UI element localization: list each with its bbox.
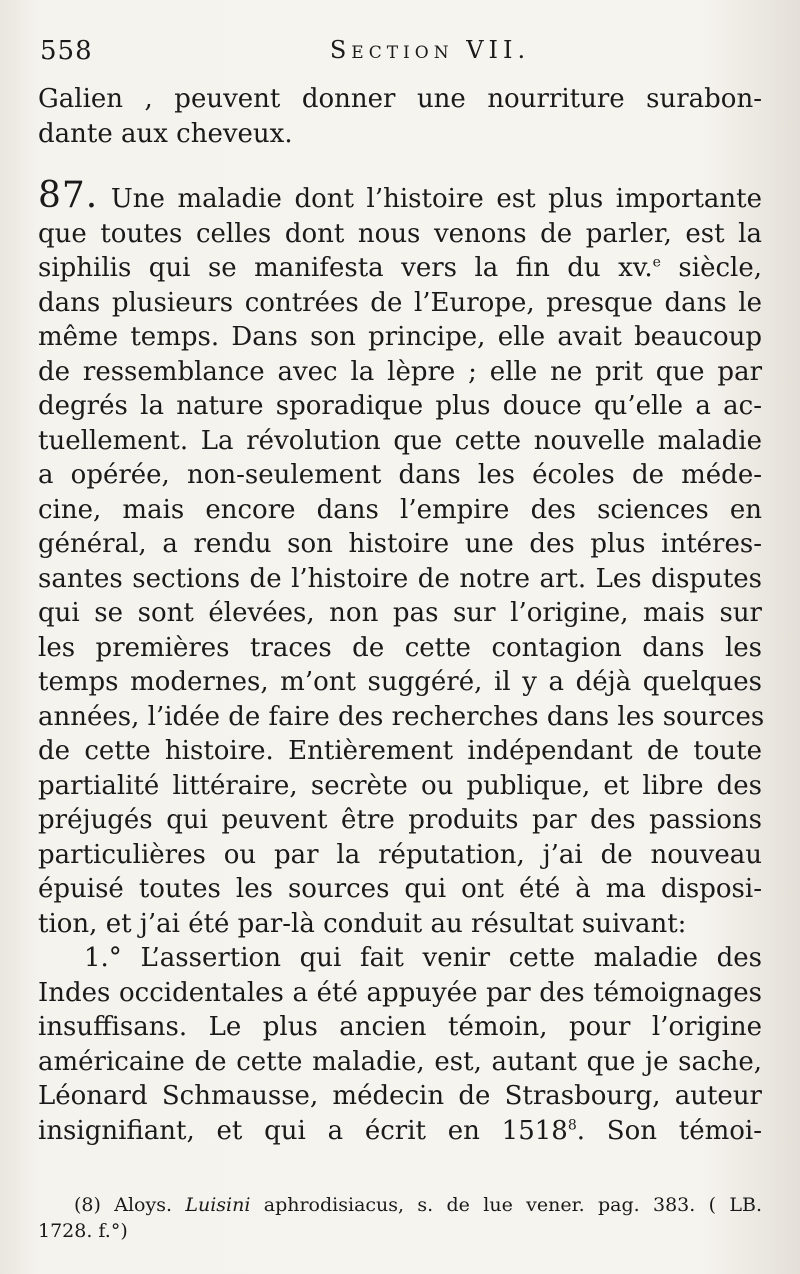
- footnote-line: 1728. f.°): [38, 1220, 128, 1242]
- footnote-author: Luisini: [185, 1194, 251, 1216]
- text-line: de cette histoire. Entièrement indépendant de toute: [38, 736, 762, 766]
- text-segment: insignifiant, et qui a écrit en 1518: [38, 1115, 568, 1146]
- text-line: général, a rendu son histoire une des plus intéres-: [38, 529, 762, 559]
- item-number: 1.°: [84, 943, 122, 973]
- paragraph-number: 87.: [38, 175, 99, 216]
- text-line: Indes occidentales a été appuyée par des témoignages: [38, 977, 762, 1008]
- text-line: insuffisans. Le plus ancien témoin, pour l’origine: [38, 1012, 762, 1042]
- footnote-reference: 8: [567, 1116, 577, 1133]
- body-text: [38, 82, 765, 1148]
- text-line: dante aux cheveux.: [38, 118, 293, 149]
- text-line: santes sections de l’histoire de notre art. Les disputes: [38, 563, 762, 594]
- text-segment: aphrodisiacus, s. de lue vener. pag. 383. ( LB.: [250, 1194, 762, 1216]
- text-line: degrés la nature sporadique plus douce qu’elle a ac-: [38, 391, 762, 421]
- text-segment: L’assertion qui fait venir cette maladie des: [140, 943, 762, 973]
- text-line: dans plusieurs contrées de l’Europe, presque dans le: [38, 287, 762, 318]
- text-line: [38, 941, 762, 976]
- text-line: [38, 1114, 762, 1149]
- text-line: tuellement. La révolution que cette nouvelle maladie: [38, 425, 762, 456]
- text-line: [38, 175, 763, 217]
- superscript: e: [652, 254, 661, 271]
- text-line: [38, 251, 762, 286]
- running-head: Section VII.: [329, 36, 531, 64]
- page-header: [40, 32, 760, 72]
- text-line: qui se sont élevées, non pas sur l’origine, mais sur: [38, 598, 762, 628]
- text-segment: Une maladie dont l’histoire est plus importante: [110, 184, 763, 214]
- text-line: même temps. Dans son principe, elle avait beaucoup: [38, 322, 762, 352]
- text-line: tion, et j’ai été par-là conduit au résultat suivant:: [38, 908, 687, 939]
- text-line: préjugés qui peuvent être produits par des passions: [38, 805, 762, 835]
- text-line: cine, mais encore dans l’empire des sciences en: [38, 494, 762, 525]
- footnote: [38, 1192, 762, 1244]
- text-line: temps modernes, m’ont suggéré, il y a déjà quelques: [38, 667, 762, 697]
- text-line: américaine de cette maladie, est, autant que je sache,: [38, 1046, 762, 1077]
- text-line: que toutes celles dont nous venons de parler, est la: [38, 218, 762, 249]
- text-segment: (8) Aloys.: [74, 1194, 186, 1216]
- text-line: les premières traces de cette contagion dans les: [38, 632, 762, 663]
- text-line: de ressemblance avec la lèpre ; elle ne prit que par: [38, 356, 762, 387]
- footnote-line: [38, 1192, 762, 1218]
- text-segment: . Son témoi-: [576, 1115, 763, 1146]
- text-line: Léonard Schmausse, médecin de Strasbourg, auteur: [38, 1081, 762, 1111]
- text-line: Galien , peuvent donner une nourriture surabon-: [38, 84, 762, 114]
- text-line: a opérée, non-seulement dans les écoles de méde-: [38, 460, 762, 490]
- page-number: 558: [40, 36, 93, 66]
- paragraph-gap: [38, 151, 762, 179]
- text-line: épuisé toutes les sources qui ont été à ma disposi-: [38, 874, 762, 904]
- text-line: années, l’idée de faire des recherches dans les sources: [38, 701, 765, 732]
- text-segment: siècle,: [660, 253, 763, 283]
- text-segment: siphilis qui se manifesta vers la fin du xv.: [38, 253, 653, 283]
- text-line: particulières ou par la réputation, j’ai de nouveau: [38, 839, 762, 870]
- text-line: partialité littéraire, secrète ou publique, et libre des: [38, 770, 762, 801]
